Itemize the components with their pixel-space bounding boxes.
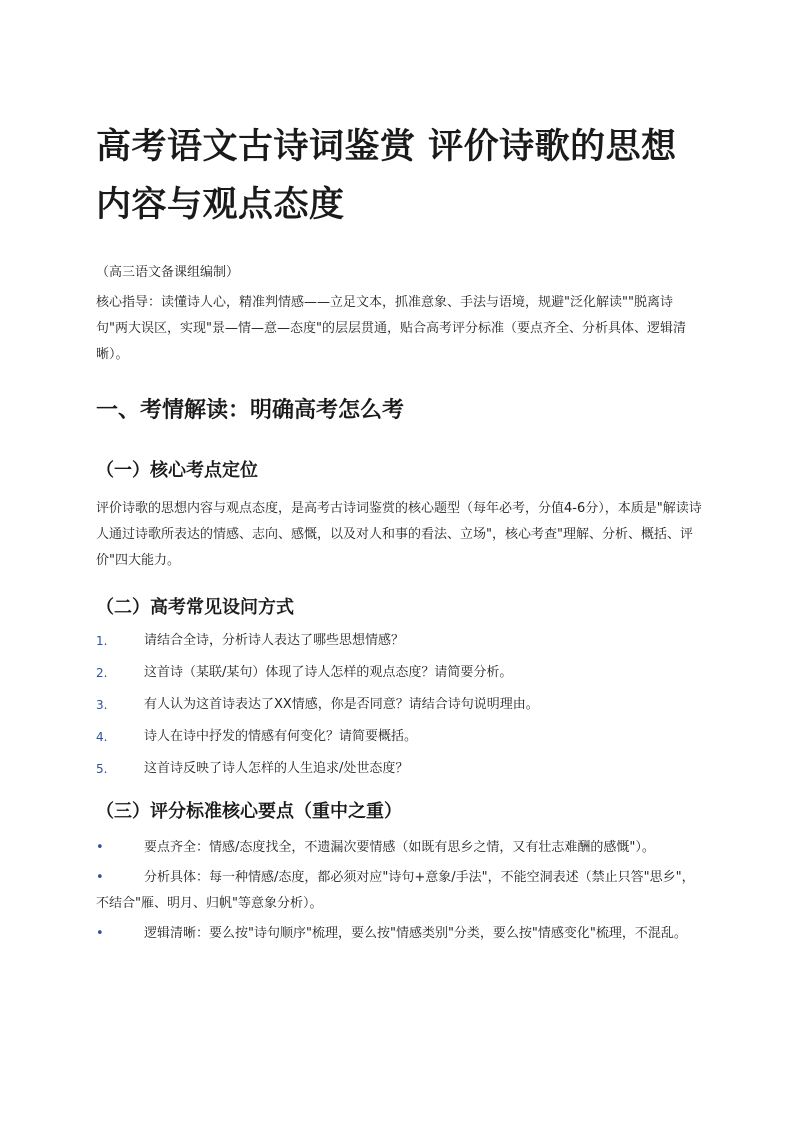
question-list (96, 631, 702, 779)
section-heading-1: 一、考情解读：明确高考怎么考 (96, 398, 405, 423)
subsection-heading-3: （三）评分标准核心要点（重中之重） (96, 801, 402, 822)
list-number: 4. (96, 730, 108, 744)
intro-paragraph: 核心指导：读懂诗人心，精准判情感——立足文本，抓准意象、手法与语境，规避"泛化解读""脱离诗句"两大误区，实现"景—情—意—态度"的层层贯通，贴合高考评分标准（要点齐全、分析具体、逻辑清晰）。 (96, 295, 686, 362)
list-item-text: 有人认为这首诗表达了XX情感，你是否同意？请结合诗句说明理由。 (144, 697, 539, 712)
list-number: 2. (96, 666, 108, 680)
list-item (96, 921, 702, 947)
list-item (96, 835, 702, 861)
list-item-text: 逻辑清晰：要么按"诗句顺序"梳理，要么按"情感类别"分类，要么按"情感变化"梳理，不混乱。 (144, 926, 687, 941)
subsection-1-paragraph: 评价诗歌的思想内容与观点态度，是高考古诗词鉴赏的核心题型（每年必考，分值4-6分），本质是"解读诗人通过诗歌所表达的情感、志向、感慨，以及对人和事的看法、立场"，核心考查"理解、分析、概括、评价"四大能力。 (96, 501, 702, 568)
list-item (96, 631, 702, 651)
bullet-icon: • (96, 870, 104, 885)
author-note: （高三语文备课组编制） (96, 265, 240, 280)
list-item (96, 865, 702, 917)
list-item-text: 分析具体：每一种情感/态度，都必须对应"诗句+意象/手法"，不能空洞表述（禁止只答"思乡"，不结合"雁、明月、归帆"等意象分析）。 (96, 870, 695, 911)
scoring-points-list (96, 835, 702, 947)
list-item-text: 这首诗反映了诗人怎样的人生追求/处世态度？ (144, 761, 409, 776)
list-item (96, 759, 702, 779)
list-number: 5. (96, 762, 108, 776)
list-item (96, 695, 702, 715)
subsection-heading-2: （二）高考常见设问方式 (96, 597, 294, 618)
list-item (96, 727, 702, 747)
document-page (96, 118, 702, 951)
bullet-icon: • (96, 840, 104, 855)
list-number: 1. (96, 634, 108, 648)
subsection-heading-1: （一）核心考点定位 (96, 460, 258, 481)
list-item-text: 请结合全诗，分析诗人表达了哪些思想情感？ (144, 633, 405, 648)
list-item-text: 要点齐全：情感/态度找全，不遗漏次要情感（如既有思乡之情，又有壮志难酬的感慨"）。 (144, 840, 655, 855)
bullet-icon: • (96, 926, 104, 941)
list-item-text: 这首诗（某联/某句）体现了诗人怎样的观点态度？请简要分析。 (144, 665, 513, 680)
list-item-text: 诗人在诗中抒发的情感有何变化？请简要概括。 (144, 729, 418, 744)
document-title: 高考语文古诗词鉴赏 评价诗歌的思想内容与观点态度 (96, 127, 677, 225)
list-number: 3. (96, 698, 108, 712)
list-item (96, 663, 702, 683)
